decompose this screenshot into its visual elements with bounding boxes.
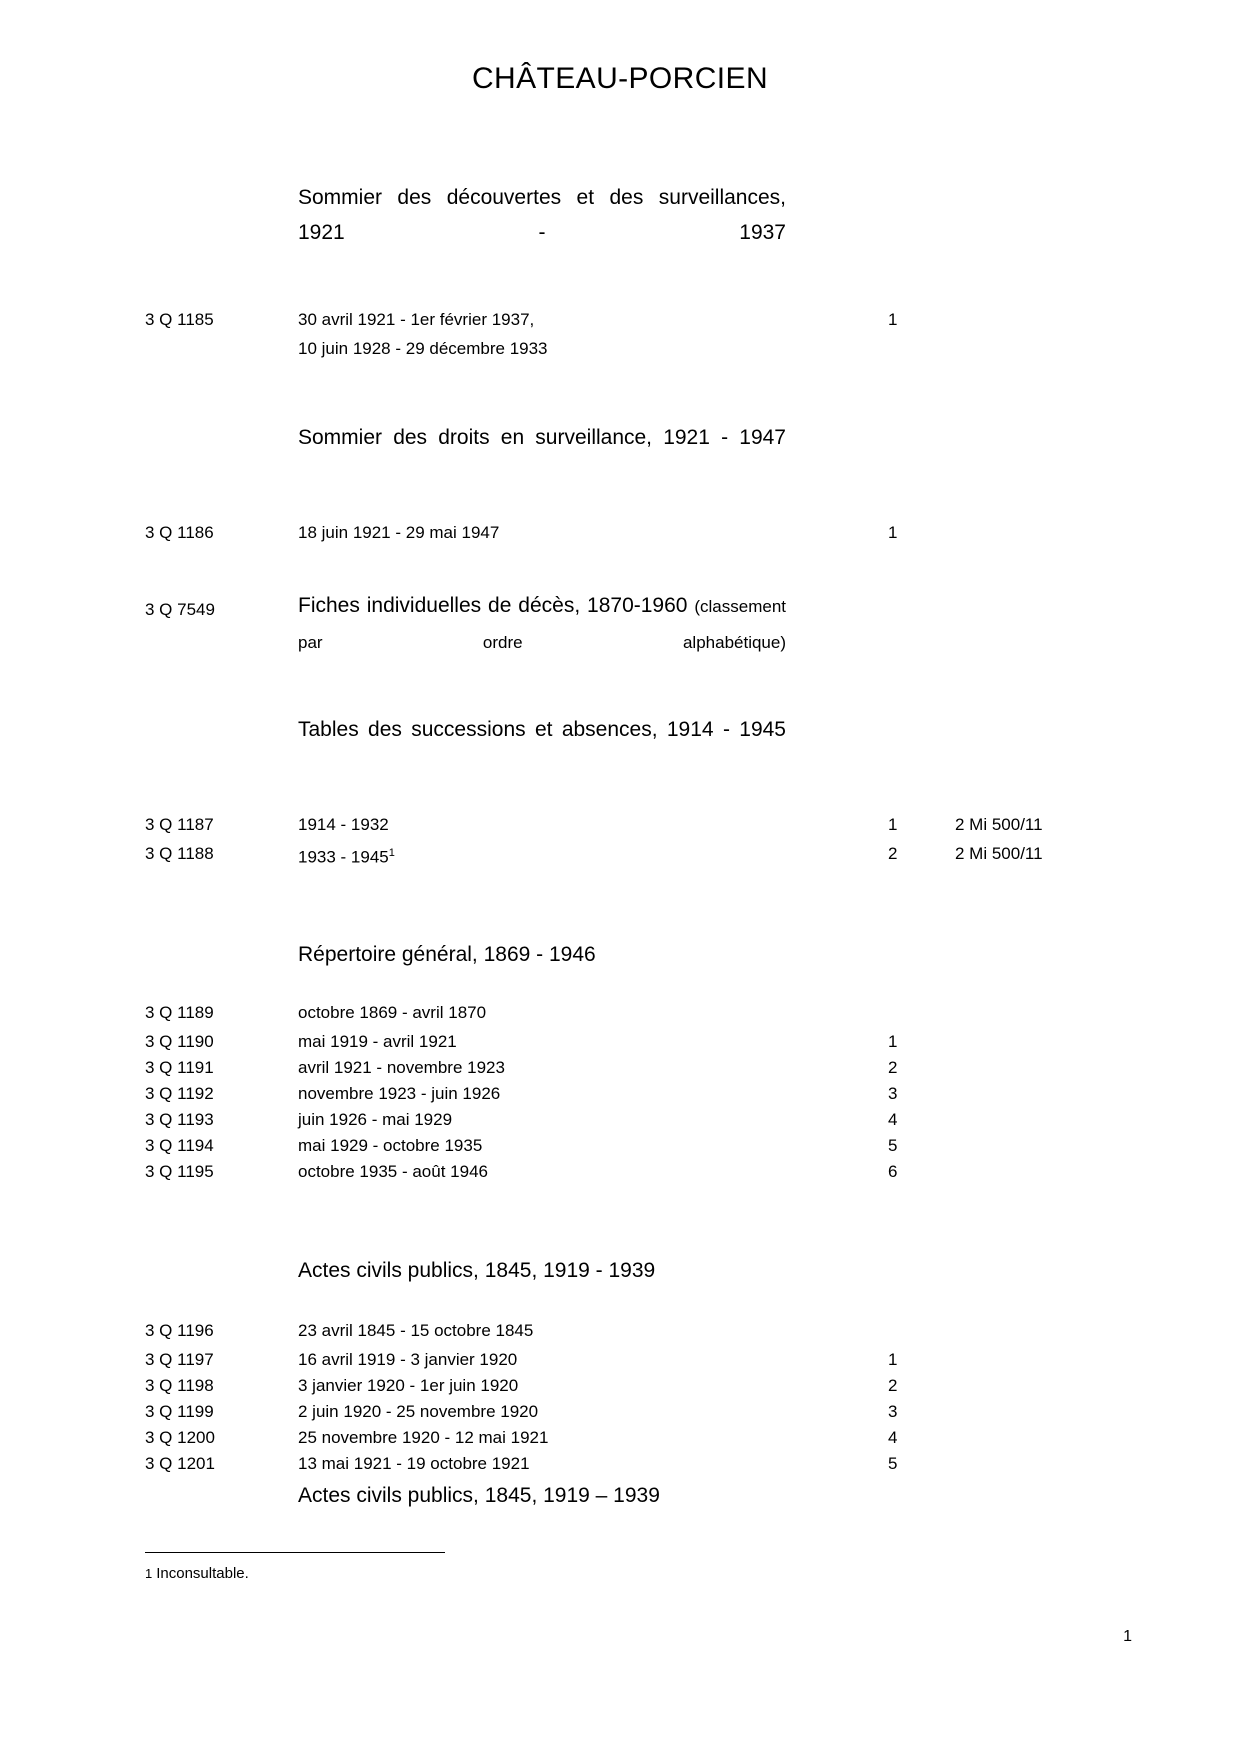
entry-code: 3 Q 7549: [145, 600, 215, 619]
entry-volume: 2: [888, 844, 898, 863]
entry-row: [0, 1105, 1240, 1134]
entry-code: 3 Q 1198: [145, 1376, 214, 1395]
entry-description: juin 1926 - mai 1929: [298, 1110, 453, 1129]
entry-description: 1914 - 1932: [298, 815, 389, 834]
entry-code: 3 Q 1193: [145, 1110, 214, 1129]
entry-code: 3 Q 1199: [145, 1402, 214, 1421]
entry-volume: 4: [888, 1428, 898, 1447]
entry-description: 13 mai 1921 - 19 octobre 1921: [298, 1454, 530, 1473]
entry-code: 3 Q 1188: [145, 844, 214, 863]
section-heading-fiches-main: Fiches individuelles de décès, 1870-1960: [298, 594, 695, 617]
entry-row: [0, 1397, 1240, 1426]
footnote: [145, 1565, 249, 1582]
section-heading-sommier-droits: Sommier des droits en surveillance, 1921 - 1947: [298, 426, 786, 449]
entry-code: 3 Q 1197: [145, 1350, 214, 1369]
entry-row: [0, 1027, 1240, 1056]
entry-volume: 1: [888, 815, 898, 834]
entry-description: [298, 839, 858, 872]
entry-row: [0, 1131, 1240, 1160]
entry-row: [0, 1371, 1240, 1400]
entry-description: 2 juin 1920 - 25 novembre 1920: [298, 1402, 539, 1421]
page-number: 1: [1123, 1628, 1132, 1645]
entry-row: [0, 1423, 1240, 1452]
entry-description: 18 juin 1921 - 29 mai 1947: [298, 523, 500, 542]
entry-volume: 2: [888, 1058, 898, 1077]
entry-code: 3 Q 1201: [145, 1454, 215, 1473]
entry-volume: 3: [888, 1402, 898, 1421]
entry-description: 30 avril 1921 - 1er février 1937,: [298, 310, 535, 329]
footnote-number: 1: [145, 1566, 153, 1581]
entry-description: octobre 1869 - avril 1870: [298, 1003, 487, 1022]
entry-row: [0, 518, 1240, 547]
section-heading-actes-civils-publics: Actes civils publics, 1845, 1919 - 1939: [298, 1259, 656, 1282]
entry-code: 3 Q 1187: [145, 815, 214, 834]
entry-row: [0, 1053, 1240, 1082]
entry-volume: 2: [888, 1376, 898, 1395]
section-heading-actes-civils-publics-repeat: Actes civils publics, 1845, 1919 – 1939: [298, 1484, 660, 1507]
entry-volume: 5: [888, 1136, 898, 1155]
entry-row: [0, 1449, 1240, 1478]
entry-volume: 6: [888, 1162, 898, 1181]
entry-code: 3 Q 1189: [145, 1003, 214, 1022]
footnote-ref: 1: [388, 847, 395, 859]
entry-volume: 5: [888, 1454, 898, 1473]
entry-row: [0, 810, 1240, 839]
entry-description: 23 avril 1845 - 15 octobre 1845: [298, 1321, 534, 1340]
section-heading-repertoire-general: Répertoire général, 1869 - 1946: [298, 943, 596, 966]
entry-code: 3 Q 1200: [145, 1428, 215, 1447]
entry-description: 3 janvier 1920 - 1er juin 1920: [298, 1376, 519, 1395]
entry-volume: 1: [888, 523, 898, 542]
entry-row: [0, 998, 1240, 1027]
entry-row: [0, 305, 1240, 334]
entry-description-text: 1933 - 1945: [298, 847, 389, 867]
entry-volume: 3: [888, 1084, 898, 1103]
entry-row: [0, 334, 1240, 363]
entry-code: 3 Q 1195: [145, 1162, 214, 1181]
entry-description: 10 juin 1928 - 29 décembre 1933: [298, 339, 548, 358]
entry-code: 3 Q 1191: [145, 1058, 214, 1077]
entry-row: [0, 839, 1240, 868]
entry-code: 3 Q 1194: [145, 1136, 214, 1155]
footnote-text: Inconsultable.: [156, 1565, 249, 1582]
entry-row: [0, 1345, 1240, 1374]
footnote-divider: [145, 1552, 445, 1553]
page-title: CHÂTEAU-PORCIEN: [471, 62, 769, 95]
entry-microfilm: 2 Mi 500/11: [955, 844, 1043, 863]
section-heading-fiches-individuelles: [298, 588, 786, 695]
entry-description: mai 1929 - octobre 1935: [298, 1136, 483, 1155]
section-heading-fiches-note: (classement par ordre alphabétique): [298, 597, 786, 652]
entry-volume: 4: [888, 1110, 898, 1129]
entry-microfilm: 2 Mi 500/11: [955, 815, 1043, 834]
entry-code: 3 Q 1186: [145, 523, 214, 542]
entry-description: novembre 1923 - juin 1926: [298, 1084, 501, 1103]
entry-row: [0, 1316, 1240, 1345]
entry-volume: 1: [888, 310, 898, 329]
entry-description: 25 novembre 1920 - 12 mai 1921: [298, 1428, 549, 1447]
entry-code: 3 Q 1192: [145, 1084, 214, 1103]
entry-volume: 1: [888, 1350, 898, 1369]
entry-description: 16 avril 1919 - 3 janvier 1920: [298, 1350, 518, 1369]
entry-code: 3 Q 1185: [145, 310, 214, 329]
entry-description: octobre 1935 - août 1946: [298, 1162, 488, 1181]
section-heading-sommier-decouvertes: Sommier des découvertes et des surveillances, 1921 - 1937: [298, 186, 786, 244]
entry-row: [0, 1157, 1240, 1186]
entry-code: 3 Q 1196: [145, 1321, 214, 1340]
section-heading-tables-successions: Tables des successions et absences, 1914 - 1945: [298, 718, 786, 741]
entry-volume: 1: [888, 1032, 898, 1051]
entry-description: mai 1919 - avril 1921: [298, 1032, 457, 1051]
entry-code: 3 Q 1190: [145, 1032, 214, 1051]
entry-row: [0, 1079, 1240, 1108]
entry-description: avril 1921 - novembre 1923: [298, 1058, 505, 1077]
